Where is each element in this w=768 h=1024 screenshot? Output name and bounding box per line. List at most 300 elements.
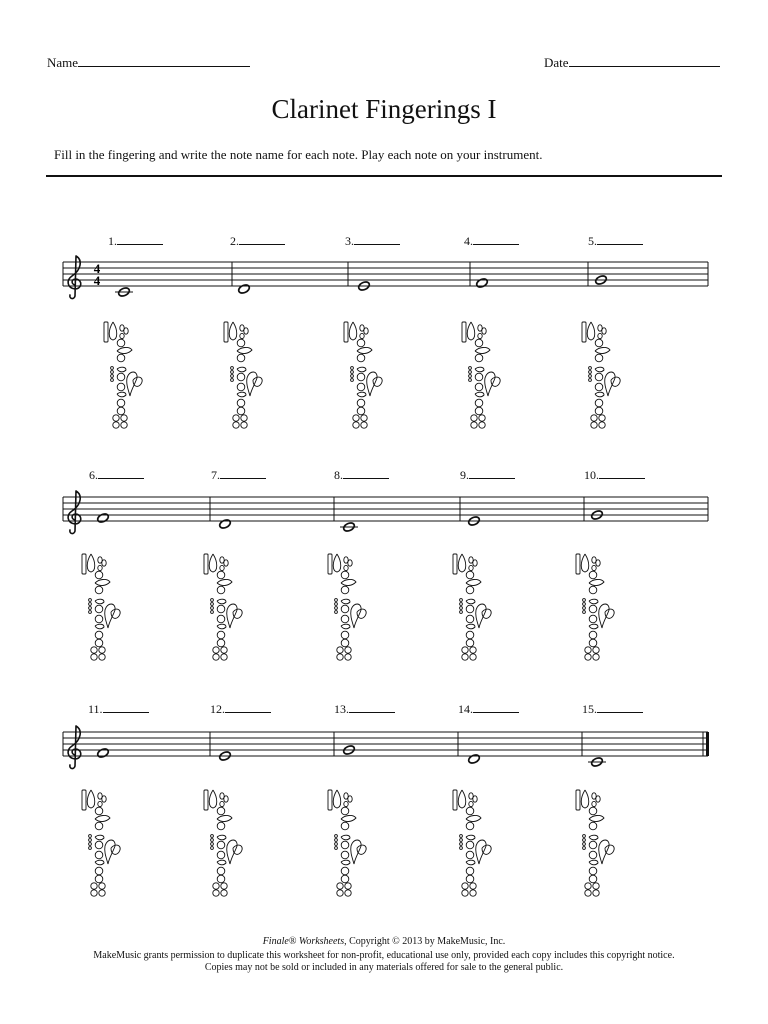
side-trill-key	[231, 371, 234, 374]
right-side-keys	[105, 604, 115, 628]
pinky-key	[337, 654, 343, 660]
thumb-hole	[349, 322, 357, 340]
tone-hole	[475, 354, 483, 362]
pinky-key	[113, 415, 119, 421]
side-key	[589, 579, 604, 585]
side-trill-key	[211, 603, 214, 606]
side-key	[589, 815, 604, 821]
right-side-keys	[227, 604, 237, 628]
tone-hole	[95, 605, 103, 613]
tone-hole	[217, 867, 225, 875]
pinky-key	[221, 890, 227, 896]
ring-key	[217, 624, 226, 629]
side-trill-key	[211, 839, 214, 842]
side-trill-key	[583, 607, 586, 610]
side-key	[589, 835, 598, 840]
trill-key	[344, 565, 348, 570]
tone-hole	[217, 851, 225, 859]
tone-hole	[341, 586, 349, 594]
pinky-key	[585, 647, 591, 653]
pinky-key	[585, 883, 591, 889]
copyright-brand: Finale® Worksheets	[262, 936, 345, 947]
side-trill-key	[111, 379, 114, 382]
right-side-keys	[611, 377, 620, 386]
side-trill-key	[335, 835, 338, 838]
side-trill-key	[589, 367, 592, 370]
register-key	[453, 554, 457, 574]
tone-hole	[95, 807, 103, 815]
pinky-key	[213, 654, 219, 660]
right-side-keys	[605, 609, 614, 618]
tone-hole	[237, 354, 245, 362]
fingering-chart-icon	[328, 790, 366, 896]
whole-note	[475, 277, 488, 288]
right-side-keys	[599, 840, 609, 864]
exercise-number: 15.	[582, 702, 597, 716]
right-side-keys	[485, 372, 495, 396]
tone-hole	[475, 383, 483, 391]
pinky-key	[479, 422, 485, 428]
pinky-key	[361, 415, 367, 421]
trill-key	[120, 333, 124, 338]
tone-hole	[217, 875, 225, 883]
side-key	[117, 347, 132, 353]
tone-hole	[589, 571, 597, 579]
tone-hole	[217, 822, 225, 830]
side-trill-key	[211, 611, 214, 614]
exercise-number: 1.	[108, 234, 117, 248]
trill-key	[240, 333, 244, 338]
pinky-key	[221, 654, 227, 660]
tone-hole	[589, 586, 597, 594]
side-trill-key	[111, 375, 114, 378]
instructions: Fill in the fingering and write the note name for each note. Play each note on your instrument.	[54, 147, 543, 162]
ring-key	[341, 624, 350, 629]
right-side-keys	[233, 845, 242, 854]
copyright-text: , Copyright © 2013 by MakeMusic, Inc.	[344, 936, 506, 947]
tone-hole	[357, 354, 365, 362]
tone-hole	[466, 605, 474, 613]
right-side-keys	[247, 372, 257, 396]
trill-key	[469, 801, 473, 806]
side-key	[595, 367, 604, 372]
thumb-hole	[109, 322, 117, 340]
right-side-keys	[605, 845, 614, 854]
trill-key	[244, 328, 248, 334]
tone-hole	[357, 407, 365, 415]
side-trill-key	[589, 371, 592, 374]
ring-key	[237, 392, 246, 397]
pinky-key	[470, 654, 476, 660]
time-signature-bottom: 4	[93, 273, 101, 288]
pinky-key	[221, 647, 227, 653]
tone-hole	[341, 875, 349, 883]
side-trill-key	[583, 843, 586, 846]
right-side-keys	[351, 604, 361, 628]
tone-hole	[589, 841, 597, 849]
right-side-keys	[482, 845, 491, 854]
side-key	[595, 347, 610, 353]
tone-hole	[217, 639, 225, 647]
register-key	[328, 554, 332, 574]
pinky-key	[91, 647, 97, 653]
permission-line: MakeMusic grants permission to duplicate this worksheet for non-profit, educational use only, provided each copy includes this copyright notice.	[93, 950, 675, 961]
side-trill-key	[460, 839, 463, 842]
pinky-key	[113, 422, 119, 428]
thumb-hole	[209, 790, 217, 808]
side-key	[95, 599, 104, 604]
tone-hole	[217, 615, 225, 623]
tone-hole	[95, 875, 103, 883]
trill-key	[348, 796, 352, 802]
tone-hole	[466, 841, 474, 849]
exercise-number: 4.	[464, 234, 473, 248]
whole-note	[218, 518, 231, 529]
tone-hole	[466, 571, 474, 579]
tone-hole	[341, 631, 349, 639]
side-trill-key	[89, 607, 92, 610]
trill-key	[220, 565, 224, 570]
ring-key	[589, 624, 598, 629]
right-side-keys	[357, 845, 366, 854]
tone-hole	[341, 571, 349, 579]
side-trill-key	[89, 599, 92, 602]
exercise-number: 3.	[345, 234, 354, 248]
side-trill-key	[335, 847, 338, 850]
exercise-number: 12.	[210, 702, 225, 716]
tone-hole	[217, 571, 225, 579]
right-side-keys	[599, 604, 609, 628]
tone-hole	[357, 373, 365, 381]
tone-hole	[217, 631, 225, 639]
pinky-key	[221, 883, 227, 889]
tone-hole	[237, 407, 245, 415]
side-trill-key	[335, 839, 338, 842]
tone-hole	[95, 586, 103, 594]
register-key	[576, 554, 580, 574]
side-key	[475, 367, 484, 372]
tone-hole	[341, 807, 349, 815]
pinky-key	[585, 890, 591, 896]
side-trill-key	[460, 599, 463, 602]
date-label: Date	[544, 55, 569, 70]
side-key	[341, 815, 356, 821]
thumb-hole	[87, 790, 95, 808]
tone-hole	[117, 339, 125, 347]
trill-key	[592, 801, 596, 806]
right-side-keys	[111, 845, 120, 854]
trill-key	[473, 796, 477, 802]
right-side-keys	[233, 609, 242, 618]
fingering-chart-icon	[453, 554, 491, 660]
pinky-key	[479, 415, 485, 421]
tone-hole	[341, 867, 349, 875]
side-key	[117, 367, 126, 372]
fingering-chart-icon	[204, 554, 242, 660]
pinky-key	[462, 883, 468, 889]
side-key	[95, 815, 110, 821]
fingering-chart-icon	[82, 554, 120, 660]
staff-system-1	[63, 256, 708, 299]
exercise-number: 10.	[584, 468, 599, 482]
right-side-keys	[373, 377, 382, 386]
pinky-key	[233, 422, 239, 428]
register-key	[576, 790, 580, 810]
ring-key	[357, 392, 366, 397]
side-trill-key	[335, 611, 338, 614]
side-key	[466, 815, 481, 821]
fingering-chart-icon	[582, 322, 620, 428]
pinky-key	[345, 883, 351, 889]
right-side-keys	[605, 372, 615, 396]
ring-key	[95, 860, 104, 865]
pinky-key	[99, 883, 105, 889]
fingering-chart-icon	[344, 322, 382, 428]
side-trill-key	[583, 835, 586, 838]
side-trill-key	[231, 375, 234, 378]
trill-key	[98, 801, 102, 806]
right-side-keys	[127, 372, 137, 396]
tone-hole	[466, 586, 474, 594]
pinky-key	[241, 415, 247, 421]
pinky-key	[470, 883, 476, 889]
tone-hole	[95, 571, 103, 579]
trill-key	[124, 328, 128, 334]
tone-hole	[466, 851, 474, 859]
ring-key	[475, 392, 484, 397]
tone-hole	[589, 615, 597, 623]
register-key	[344, 322, 348, 342]
thumb-hole	[467, 322, 475, 340]
pinky-key	[470, 890, 476, 896]
pinky-key	[345, 654, 351, 660]
trill-key	[360, 333, 364, 338]
page-title: Clarinet Fingerings I	[271, 94, 497, 124]
tone-hole	[595, 373, 603, 381]
side-trill-key	[89, 611, 92, 614]
side-trill-key	[460, 847, 463, 850]
side-key	[466, 835, 475, 840]
tone-hole	[95, 851, 103, 859]
pinky-key	[591, 415, 597, 421]
restriction-line: Copies may not be sold or included in any materials offered for sale to the general public.	[204, 962, 564, 973]
side-key	[237, 367, 246, 372]
side-trill-key	[469, 371, 472, 374]
pinky-key	[91, 654, 97, 660]
right-side-keys	[253, 377, 262, 386]
tone-hole	[589, 639, 597, 647]
tone-hole	[217, 841, 225, 849]
side-trill-key	[89, 603, 92, 606]
exercise-number: 6.	[89, 468, 98, 482]
tone-hole	[589, 631, 597, 639]
pinky-key	[470, 647, 476, 653]
ring-key	[341, 860, 350, 865]
exercise-number: 11.	[88, 702, 103, 716]
side-trill-key	[583, 839, 586, 842]
tone-hole	[475, 373, 483, 381]
right-side-keys	[491, 377, 500, 386]
exercise-number: 14.	[458, 702, 473, 716]
tone-hole	[466, 615, 474, 623]
ring-key	[466, 860, 475, 865]
tone-hole	[95, 822, 103, 830]
trill-key	[478, 333, 482, 338]
fingering-chart-icon	[224, 322, 262, 428]
tone-hole	[466, 807, 474, 815]
side-key	[341, 579, 356, 585]
right-side-keys	[105, 840, 115, 864]
pinky-key	[91, 890, 97, 896]
pinky-key	[233, 415, 239, 421]
thumb-hole	[229, 322, 237, 340]
right-side-keys	[482, 609, 491, 618]
right-side-keys	[351, 840, 361, 864]
pinky-key	[99, 890, 105, 896]
fingering-chart-icon	[82, 790, 120, 896]
side-trill-key	[583, 603, 586, 606]
pinky-key	[471, 422, 477, 428]
side-trill-key	[583, 611, 586, 614]
thumb-hole	[458, 554, 466, 572]
fingering-chart-icon	[576, 790, 614, 896]
side-key	[589, 599, 598, 604]
tone-hole	[117, 354, 125, 362]
side-trill-key	[351, 371, 354, 374]
trill-key	[98, 565, 102, 570]
pinky-key	[591, 422, 597, 428]
side-trill-key	[231, 379, 234, 382]
fingering-chart-icon	[453, 790, 491, 896]
right-side-keys	[111, 609, 120, 618]
tone-hole	[95, 639, 103, 647]
side-trill-key	[111, 367, 114, 370]
pinky-key	[91, 883, 97, 889]
pinky-key	[599, 415, 605, 421]
tone-hole	[595, 354, 603, 362]
ring-key	[589, 860, 598, 865]
pinky-key	[345, 890, 351, 896]
register-key	[328, 790, 332, 810]
whole-note	[467, 753, 480, 764]
pinky-key	[121, 415, 127, 421]
whole-note	[237, 283, 250, 294]
side-key	[217, 599, 226, 604]
tone-hole	[237, 383, 245, 391]
tone-hole	[341, 851, 349, 859]
trill-key	[592, 565, 596, 570]
fingering-chart-icon	[104, 322, 142, 428]
tone-hole	[475, 407, 483, 415]
tone-hole	[466, 639, 474, 647]
right-side-keys	[357, 609, 366, 618]
pinky-key	[353, 415, 359, 421]
register-key	[453, 790, 457, 810]
whole-note	[96, 512, 109, 523]
tone-hole	[341, 615, 349, 623]
ring-key	[95, 624, 104, 629]
tone-hole	[466, 875, 474, 883]
pinky-key	[593, 647, 599, 653]
exercise-number: 9.	[460, 468, 469, 482]
side-trill-key	[589, 379, 592, 382]
pinky-key	[337, 647, 343, 653]
register-key	[462, 322, 466, 342]
staff-system-2	[63, 491, 708, 534]
side-trill-key	[231, 367, 234, 370]
pinky-key	[599, 422, 605, 428]
pinky-key	[585, 654, 591, 660]
copyright-line	[0, 936, 768, 948]
side-trill-key	[335, 603, 338, 606]
side-trill-key	[211, 843, 214, 846]
side-trill-key	[89, 839, 92, 842]
side-trill-key	[351, 367, 354, 370]
tone-hole	[341, 822, 349, 830]
time-signature-top: 4	[93, 261, 101, 276]
pinky-key	[213, 890, 219, 896]
register-key	[204, 554, 208, 574]
tone-hole	[237, 339, 245, 347]
trill-key	[598, 333, 602, 338]
pinky-key	[593, 890, 599, 896]
exercise-number: 7.	[211, 468, 220, 482]
tone-hole	[237, 399, 245, 407]
tone-hole	[357, 339, 365, 347]
trill-key	[482, 328, 486, 334]
tone-hole	[589, 807, 597, 815]
trill-key	[224, 560, 228, 566]
side-key	[466, 579, 481, 585]
ring-key	[117, 392, 126, 397]
fingering-chart-icon	[204, 790, 242, 896]
tone-hole	[595, 383, 603, 391]
side-key	[475, 347, 490, 353]
thumb-hole	[458, 790, 466, 808]
tone-hole	[357, 383, 365, 391]
side-trill-key	[351, 379, 354, 382]
side-trill-key	[469, 375, 472, 378]
side-trill-key	[89, 835, 92, 838]
fingering-chart-icon	[462, 322, 500, 428]
tone-hole	[341, 841, 349, 849]
side-trill-key	[211, 607, 214, 610]
tone-hole	[117, 407, 125, 415]
side-key	[95, 579, 110, 585]
trill-key	[344, 801, 348, 806]
thumb-hole	[87, 554, 95, 572]
pinky-key	[99, 647, 105, 653]
right-side-keys	[133, 377, 142, 386]
pinky-key	[345, 647, 351, 653]
side-trill-key	[89, 847, 92, 850]
register-key	[82, 790, 86, 810]
trill-key	[102, 560, 106, 566]
tone-hole	[595, 339, 603, 347]
side-key	[217, 815, 232, 821]
tone-hole	[466, 631, 474, 639]
side-trill-key	[460, 603, 463, 606]
fingering-chart-icon	[328, 554, 366, 660]
side-trill-key	[335, 607, 338, 610]
side-key	[237, 347, 252, 353]
tone-hole	[475, 399, 483, 407]
pinky-key	[462, 890, 468, 896]
register-key	[82, 554, 86, 574]
exercise-number: 5.	[588, 234, 597, 248]
tone-hole	[589, 851, 597, 859]
exercise-number: 8.	[334, 468, 343, 482]
